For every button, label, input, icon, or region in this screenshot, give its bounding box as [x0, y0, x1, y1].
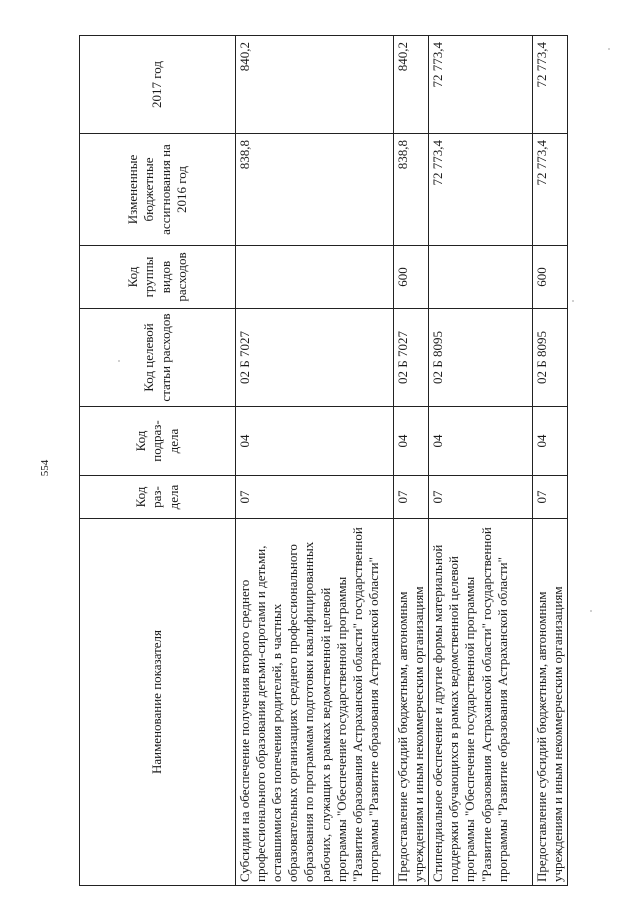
table-row: [394, 36, 429, 886]
table-row: [236, 36, 394, 886]
row-target: 02 Б 7027: [236, 309, 394, 407]
row-amount-2017: 72 773,4: [429, 36, 533, 134]
row-subsection: 04: [429, 407, 533, 476]
row-section: 07: [394, 476, 429, 519]
row-name: Предоставление субсидий бюджетным, автономным учреждениям и иным некоммерческим организациям: [394, 519, 429, 886]
table-row: [429, 36, 533, 886]
header-name: Наименование показателя: [80, 519, 236, 886]
row-group: 600: [394, 246, 429, 309]
row-name: Стипендиальное обеспечение и другие формы материальной поддержки обучающихся в рамках ведомственной целевой программы "Обеспечение государственной программы "Развитие образования Астраханской области" государственной программы "Развитие образования Астраханской области": [429, 519, 533, 886]
header-amount-2016: Измененные бюджетные ассигнования на 2016 год: [80, 134, 236, 246]
row-subsection: 04: [236, 407, 394, 476]
row-subsection: 04: [394, 407, 429, 476]
row-subsection: 04: [533, 407, 568, 476]
row-target: 02 Б 8095: [533, 309, 568, 407]
header-target-code: Код целевой статьи расходов: [80, 309, 236, 407]
row-section: 07: [429, 476, 533, 519]
rotated-table-container: [79, 36, 566, 886]
table-row: [533, 36, 568, 886]
page-number: 554: [39, 459, 51, 477]
header-expense-group-code: Код группы видов расходов: [80, 246, 236, 309]
scan-speck: [590, 610, 592, 612]
header-section-code: Код раз-дела: [80, 476, 236, 519]
row-section: 07: [236, 476, 394, 519]
budget-table: [79, 35, 568, 886]
row-amount-2016: 72 773,4: [533, 134, 568, 246]
row-amount-2017: 72 773,4: [533, 36, 568, 134]
row-name: Предоставление субсидий бюджетным, автономным учреждениям и иным некоммерческим организациям: [533, 519, 568, 886]
scan-speck: [118, 360, 120, 362]
row-amount-2016: 838,8: [236, 134, 394, 246]
row-section: 07: [533, 476, 568, 519]
row-amount-2016: 838,8: [394, 134, 429, 246]
scan-speck: [572, 300, 574, 302]
row-amount-2017: 840,2: [394, 36, 429, 134]
header-subsection-code: Код подраз-дела: [80, 407, 236, 476]
row-amount-2016: 72 773,4: [429, 134, 533, 246]
table-header-row: [80, 36, 236, 886]
scan-speck: [608, 48, 610, 50]
row-target: 02 Б 8095: [429, 309, 533, 407]
row-group: 600: [533, 246, 568, 309]
row-amount-2017: 840,2: [236, 36, 394, 134]
row-group: [236, 246, 394, 309]
header-amount-2017: 2017 год: [80, 36, 236, 134]
row-target: 02 Б 7027: [394, 309, 429, 407]
row-group: [429, 246, 533, 309]
row-name: Субсидии на обеспечение получения второго среднего профессионального образования детьми-сиротами и детьми, оставшимися без попечения родителей, в частных образовательных организациях среднего профессионального образования по программам подготовки квалифицированных рабочих, служащих в рамках ведомственной целевой программы "Обеспечение государственной программы "Развитие образования Астраханской области" государственной программы "Развитие образования Астраханской области": [236, 519, 394, 886]
